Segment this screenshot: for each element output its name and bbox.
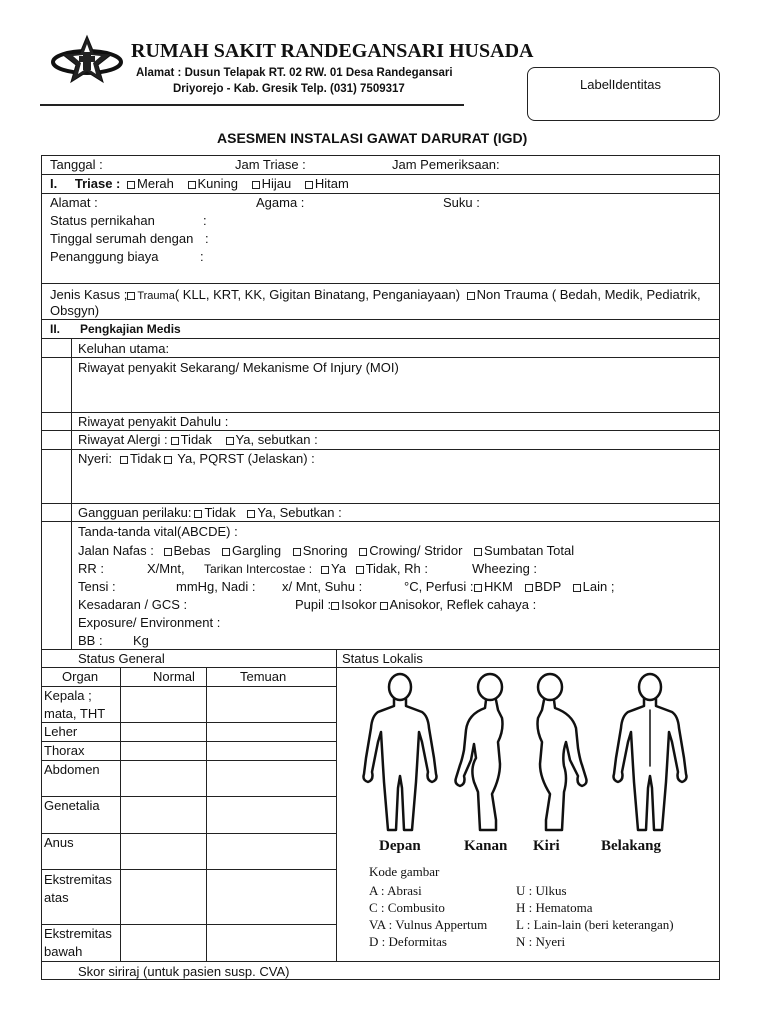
non-trauma-checkbox[interactable] xyxy=(467,292,475,300)
row-divider xyxy=(41,412,720,413)
hospital-address-line2: Driyorejo - Kab. Gresik Telp. (031) 7509317 xyxy=(173,83,405,95)
kode-item: U : Ulkus xyxy=(516,883,567,898)
pupil-row xyxy=(295,597,536,613)
perfusi-hkm-checkbox[interactable] xyxy=(474,584,482,592)
perfusi-bdp-checkbox[interactable] xyxy=(525,584,533,592)
row-divider xyxy=(41,686,336,687)
jam-triase-label: Jam Triase : xyxy=(235,157,306,172)
jenis-kasus-label: Jenis Kasus ; xyxy=(50,287,128,302)
tarikan-tidak-checkbox[interactable] xyxy=(356,566,364,574)
nyeri-row xyxy=(78,451,315,467)
tarikan-ya-checkbox[interactable] xyxy=(321,566,329,574)
kode-item: L : Lain-lain (beri keterangan) xyxy=(516,917,674,932)
gangguan-ya-label: Ya, Sebutkan : xyxy=(257,505,342,520)
column-header-organ: Organ xyxy=(62,669,99,684)
column-divider xyxy=(120,667,121,961)
gangguan-row xyxy=(78,505,342,521)
jalan-nafas-label: Jalan Nafas : xyxy=(78,543,154,558)
gangguan-tidak-label: Tidak xyxy=(204,505,236,520)
suhu-unit: °C, Perfusi : xyxy=(404,579,474,594)
alergi-ya-checkbox[interactable] xyxy=(226,437,234,445)
jn-snoring-checkbox[interactable] xyxy=(293,548,301,556)
row-divider xyxy=(41,430,720,431)
jam-pemeriksaan-label: Jam Pemeriksaan: xyxy=(392,157,500,172)
alergi-tidak-checkbox[interactable] xyxy=(171,437,179,445)
view-label-belakang: Belakang xyxy=(601,838,662,854)
kesadaran-label: Kesadaran / GCS : xyxy=(78,597,188,612)
trauma-label: Trauma xyxy=(137,290,175,302)
body-diagram[interactable] xyxy=(350,670,712,835)
row-divider xyxy=(41,961,720,962)
kode-item: A : Abrasi xyxy=(369,883,422,898)
organ-label: Ekstremitas xyxy=(44,926,112,941)
jn-option: Bebas xyxy=(173,543,211,558)
column-divider xyxy=(206,667,207,961)
kode-item: N : Nyeri xyxy=(516,934,566,949)
triase-label: Triase : xyxy=(74,176,121,191)
nyeri-ya-label: Ya, PQRST (Jelaskan) : xyxy=(177,451,315,466)
perfusi-option: BDP xyxy=(534,579,562,594)
row-divider xyxy=(41,869,336,870)
rr-label: RR : xyxy=(78,561,104,576)
row-divider xyxy=(41,521,720,522)
penanggung-biaya-label: Penanggung biaya xyxy=(50,249,159,264)
column-divider xyxy=(71,338,72,649)
triase-num: I. xyxy=(50,176,58,191)
bb-unit: Kg xyxy=(133,633,149,648)
exposure-label: Exposure/ Environment : xyxy=(78,615,221,630)
row-divider xyxy=(41,741,336,742)
organ-label: bawah xyxy=(44,944,83,959)
tanggal-label: Tanggal : xyxy=(50,157,103,172)
status-lokalis-title: Status Lokalis xyxy=(342,651,423,666)
triase-option: Kuning xyxy=(197,176,238,191)
form-title: ASESMEN INSTALASI GAWAT DARURAT (IGD) xyxy=(217,130,528,146)
row-divider xyxy=(41,796,336,797)
row-divider xyxy=(41,193,720,194)
trauma-checkbox[interactable] xyxy=(127,292,135,300)
triase-hijau-checkbox[interactable] xyxy=(252,181,260,189)
kode-item: C : Combusito xyxy=(369,900,445,915)
body-front-figure xyxy=(364,674,437,830)
organ-label: atas xyxy=(44,890,69,905)
nyeri-ya-checkbox[interactable] xyxy=(164,456,172,464)
row-divider xyxy=(41,503,720,504)
organ-label: Anus xyxy=(44,835,74,850)
jn-crowing-checkbox[interactable] xyxy=(359,548,367,556)
row-divider xyxy=(41,833,336,834)
triase-row xyxy=(50,176,349,192)
gangguan-tidak-checkbox[interactable] xyxy=(194,510,202,518)
tarikan-label: Tarikan Intercostae : xyxy=(204,562,313,576)
jn-sumbatan-checkbox[interactable] xyxy=(474,548,482,556)
hospital-logo-icon xyxy=(46,34,128,86)
colon: : xyxy=(203,213,207,228)
triase-merah-checkbox[interactable] xyxy=(127,181,135,189)
organ-label: Abdomen xyxy=(44,762,100,777)
alergi-ya-label: Ya, sebutkan : xyxy=(235,432,318,447)
column-divider xyxy=(336,649,337,961)
body-right-figure xyxy=(456,674,503,830)
jn-gargling-checkbox[interactable] xyxy=(222,548,230,556)
organ-label: Ekstremitas xyxy=(44,872,112,887)
perfusi-option: HKM xyxy=(484,579,513,594)
jenis-kasus-line2: Obsgyn) xyxy=(50,303,100,318)
tensi-unit: mmHg, Nadi : xyxy=(176,579,256,594)
nyeri-tidak-label: Tidak xyxy=(129,451,162,466)
rr-unit: X/Mnt, xyxy=(147,561,185,576)
row-divider xyxy=(41,283,720,284)
tarikan-ya-label: Ya xyxy=(331,561,346,576)
kode-gambar-title: Kode gambar xyxy=(369,864,440,879)
nyeri-label: Nyeri: xyxy=(78,451,112,466)
non-trauma-label: Non Trauma ( Bedah, Medik, Pediatrik, xyxy=(476,287,701,302)
trauma-detail: ( KLL, KRT, KK, Gigitan Binatang, Penganiayaan) xyxy=(174,287,461,302)
pupil-anisokor-checkbox[interactable] xyxy=(380,602,388,610)
section-ii-title: Pengkajian Medis xyxy=(80,322,181,336)
perfusi-lain-checkbox[interactable] xyxy=(573,584,581,592)
colon: : xyxy=(200,249,204,264)
jn-option: Snoring xyxy=(302,543,348,558)
triase-kuning-checkbox[interactable] xyxy=(188,181,196,189)
pupil-isokor-checkbox[interactable] xyxy=(331,602,339,610)
organ-label: mata, THT xyxy=(44,706,106,721)
jn-option: Gargling xyxy=(232,543,282,558)
row-divider xyxy=(41,449,720,450)
gangguan-label: Gangguan perilaku: xyxy=(78,505,192,520)
bb-label: BB : xyxy=(78,633,103,648)
tarikan-options xyxy=(318,561,428,577)
gangguan-ya-checkbox[interactable] xyxy=(247,510,255,518)
row-divider xyxy=(41,722,336,723)
organ-label: Leher xyxy=(44,724,78,739)
status-general-title: Status General xyxy=(78,651,165,666)
wheezing-label: Wheezing : xyxy=(472,561,538,576)
jenis-kasus-row xyxy=(50,287,701,304)
agama-label: Agama : xyxy=(256,195,305,210)
vital-title: Tanda-tanda vital(ABCDE) : xyxy=(78,524,238,539)
view-label-kanan: Kanan xyxy=(464,838,508,854)
suku-label: Suku : xyxy=(443,195,480,210)
column-header-normal: Normal xyxy=(153,669,195,684)
perfusi-options xyxy=(471,579,614,595)
body-back-figure xyxy=(614,674,687,830)
triase-option: Merah xyxy=(137,176,174,191)
pupil-isokor-label: Isokor xyxy=(341,597,377,612)
row-divider xyxy=(41,174,720,175)
kode-item: H : Hematoma xyxy=(516,900,593,915)
kode-item: D : Deformitas xyxy=(369,934,447,949)
pupil-label: Pupil : xyxy=(295,597,332,612)
tinggal-serumah-label: Tinggal serumah dengan xyxy=(50,231,194,246)
body-left-figure xyxy=(538,674,587,830)
alamat-label: Alamat : xyxy=(50,195,98,210)
hospital-address-line1: Alamat : Dusun Telapak RT. 02 RW. 01 Desa Randegansari xyxy=(136,67,453,79)
tarikan-tidak-label: Tidak, Rh : xyxy=(365,561,428,576)
triase-hitam-checkbox[interactable] xyxy=(305,181,313,189)
riwayat-alergi-label: Riwayat Alergi : xyxy=(78,432,168,447)
tensi-label: Tensi : xyxy=(78,579,116,594)
view-label-depan: Depan xyxy=(379,838,421,854)
keluhan-utama-label: Keluhan utama: xyxy=(78,341,170,356)
triase-option: Hitam xyxy=(314,176,349,191)
jn-option: Sumbatan Total xyxy=(484,543,575,558)
pupil-anisokor-label: Anisokor, Reflek cahaya : xyxy=(389,597,537,612)
status-pernikahan-label: Status pernikahan xyxy=(50,213,155,228)
view-label-kiri: Kiri xyxy=(533,838,560,854)
row-divider xyxy=(41,760,336,761)
row-divider xyxy=(41,924,336,925)
colon: : xyxy=(205,231,209,246)
jn-bebas-checkbox[interactable] xyxy=(164,548,172,556)
row-divider xyxy=(41,649,720,650)
section-ii-num: II. xyxy=(50,322,61,336)
label-identitas-text: LabelIdentitas xyxy=(580,77,661,92)
triase-option: Hijau xyxy=(261,176,292,191)
jalan-nafas-row xyxy=(78,543,574,559)
jn-option: Crowing/ Stridor xyxy=(369,543,463,558)
organ-label: Kepala ; xyxy=(44,688,92,703)
organ-label: Genetalia xyxy=(44,798,100,813)
nadi-unit: x/ Mnt, Suhu : xyxy=(282,579,363,594)
organ-label: Thorax xyxy=(44,743,85,758)
nyeri-tidak-checkbox[interactable] xyxy=(120,456,128,464)
label-identitas-box[interactable] xyxy=(527,67,720,121)
column-header-temuan: Temuan xyxy=(240,669,287,684)
header-divider xyxy=(40,104,464,106)
alergi-tidak-label: Tidak xyxy=(180,432,212,447)
perfusi-option: Lain ; xyxy=(582,579,615,594)
row-divider xyxy=(41,357,720,358)
row-divider xyxy=(41,338,720,339)
riwayat-alergi-row xyxy=(78,432,318,448)
kode-item: VA : Vulnus Appertum xyxy=(369,917,488,932)
row-divider xyxy=(41,667,720,668)
skor-siriraj-label: Skor siriraj (untuk pasien susp. CVA) xyxy=(78,964,290,979)
riwayat-sekarang-label: Riwayat penyakit Sekarang/ Mekanisme Of Injury (MOI) xyxy=(78,360,399,375)
hospital-name: RUMAH SAKIT RANDEGANSARI HUSADA xyxy=(131,40,534,62)
row-divider xyxy=(41,319,720,320)
riwayat-dahulu-label: Riwayat penyakit Dahulu : xyxy=(78,414,229,429)
